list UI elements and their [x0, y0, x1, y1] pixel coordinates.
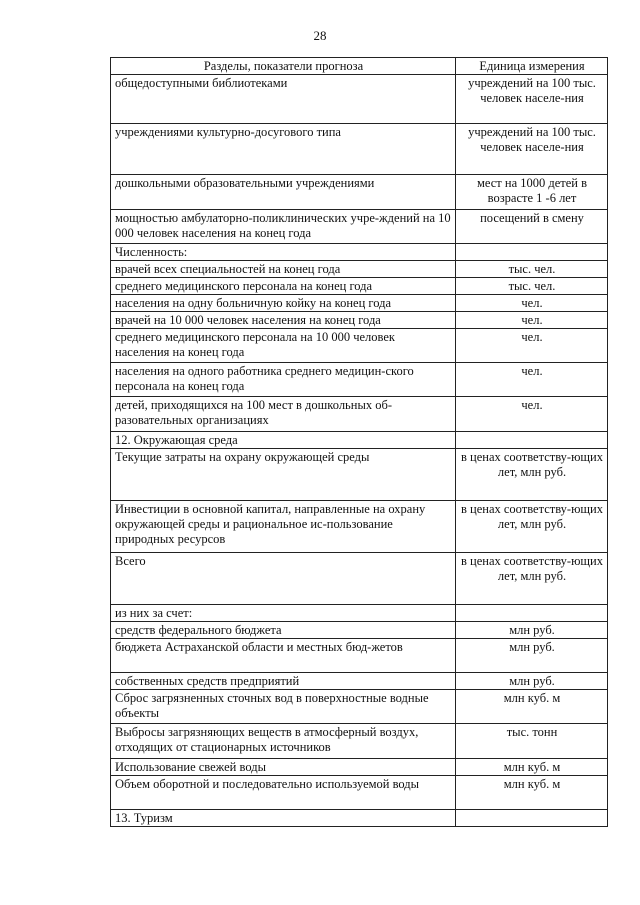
- row-label: средств федерального бюджета: [111, 622, 456, 639]
- table-row: [111, 363, 608, 397]
- row-label: Инвестиции в основной капитал, направленные на охрану окружающей среды и рациональное ис-пользование природных ресурсов: [111, 501, 456, 553]
- row-unit: посещений в смену: [456, 210, 608, 244]
- table-row: [111, 124, 608, 175]
- table-row: [111, 175, 608, 210]
- table-row: [111, 244, 608, 261]
- row-label: врачей на 10 000 человек населения на конец года: [111, 312, 456, 329]
- section-heading: 12. Окружающая среда: [111, 432, 456, 449]
- page-number: 28: [313, 28, 327, 43]
- row-label: Объем оборотной и последовательно используемой воды: [111, 776, 456, 810]
- row-unit: млн руб.: [456, 639, 608, 673]
- table-row: [111, 397, 608, 432]
- row-unit: [456, 605, 608, 622]
- row-unit: учреждений на 100 тыс. человек населе-ния: [456, 75, 608, 124]
- row-unit: в ценах соответству-ющих лет, млн руб.: [456, 449, 608, 501]
- row-unit: чел.: [456, 295, 608, 312]
- row-label: среднего медицинского персонала на 10 000 человек населения на конец года: [111, 329, 456, 363]
- row-label: Текущие затраты на охрану окружающей среды: [111, 449, 456, 501]
- row-label: Всего: [111, 553, 456, 605]
- row-unit: мест на 1000 детей в возрасте 1 -6 лет: [456, 175, 608, 210]
- table-row: [111, 449, 608, 501]
- row-label: Численность:: [111, 244, 456, 261]
- table-row: [111, 501, 608, 553]
- row-label: Сброс загрязненных сточных вод в поверхностные водные объекты: [111, 690, 456, 724]
- table-row: [111, 553, 608, 605]
- row-unit: чел.: [456, 312, 608, 329]
- table-row: [111, 639, 608, 673]
- forecast-indicators-table: [110, 57, 608, 827]
- row-label: бюджета Астраханской области и местных бюд-жетов: [111, 639, 456, 673]
- row-unit: чел.: [456, 329, 608, 363]
- table-row: [111, 673, 608, 690]
- row-label: населения на одну больничную койку на конец года: [111, 295, 456, 312]
- row-label: учреждениями культурно-досугового типа: [111, 124, 456, 175]
- row-unit: чел.: [456, 397, 608, 432]
- table-row: [111, 75, 608, 124]
- row-label: Выбросы загрязняющих веществ в атмосферный воздух, отходящих от стационарных источников: [111, 724, 456, 759]
- header-indicators: Разделы, показатели прогноза: [111, 58, 456, 75]
- row-label: врачей всех специальностей на конец года: [111, 261, 456, 278]
- table-row: [111, 312, 608, 329]
- row-unit: тыс. чел.: [456, 261, 608, 278]
- row-unit: млн руб.: [456, 673, 608, 690]
- table-row: [111, 278, 608, 295]
- table-header-row: [111, 58, 608, 75]
- row-unit: млн куб. м: [456, 690, 608, 724]
- row-label: из них за счет:: [111, 605, 456, 622]
- row-unit: млн куб. м: [456, 776, 608, 810]
- row-unit: чел.: [456, 363, 608, 397]
- row-unit: в ценах соответству-ющих лет, млн руб.: [456, 501, 608, 553]
- table-row: [111, 776, 608, 810]
- table-row: [111, 724, 608, 759]
- row-label: детей, приходящихся на 100 мест в дошкольных об-разовательных организациях: [111, 397, 456, 432]
- row-unit: млн руб.: [456, 622, 608, 639]
- table-row: [111, 690, 608, 724]
- table-row: [111, 261, 608, 278]
- table-row: [111, 622, 608, 639]
- row-unit: [456, 432, 608, 449]
- row-label: населения на одного работника среднего медицин-ского персонала на конец года: [111, 363, 456, 397]
- table-row: [111, 295, 608, 312]
- row-label: собственных средств предприятий: [111, 673, 456, 690]
- table-row: [111, 605, 608, 622]
- row-label: общедоступными библиотеками: [111, 75, 456, 124]
- row-unit: тыс. чел.: [456, 278, 608, 295]
- row-label: Использование свежей воды: [111, 759, 456, 776]
- section-heading: 13. Туризм: [111, 810, 456, 827]
- section-row: [111, 810, 608, 827]
- row-unit: тыс. тонн: [456, 724, 608, 759]
- section-row: [111, 432, 608, 449]
- table-row: [111, 329, 608, 363]
- row-unit: [456, 244, 608, 261]
- row-label: дошкольными образовательными учреждениями: [111, 175, 456, 210]
- row-label: мощностью амбулаторно-поликлинических учре-ждений на 10 000 человек населения на конец года: [111, 210, 456, 244]
- row-unit: млн куб. м: [456, 759, 608, 776]
- table-row: [111, 210, 608, 244]
- table-row: [111, 759, 608, 776]
- header-unit: Единица измерения: [456, 58, 608, 75]
- row-unit: в ценах соответству-ющих лет, млн руб.: [456, 553, 608, 605]
- row-unit: учреждений на 100 тыс. человек населе-ния: [456, 124, 608, 175]
- row-unit: [456, 810, 608, 827]
- row-label: среднего медицинского персонала на конец года: [111, 278, 456, 295]
